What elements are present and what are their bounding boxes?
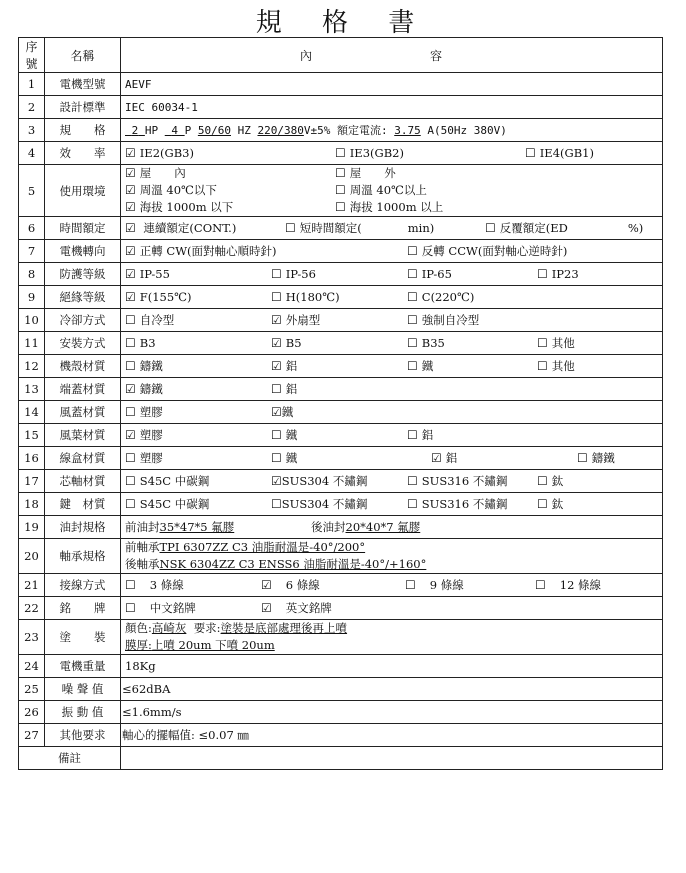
checkbox-checked[interactable]: ☑ (271, 313, 282, 327)
front-oil-seal: 35*47*5 氟膠 (159, 520, 235, 534)
key-material-options: ☐ S45C 中碳鋼 ☐SUS304 不鏽鋼 ☐ SUS316 不鏽鋼 ☐ 鈦 (121, 493, 663, 516)
row-no: 3 (19, 119, 45, 142)
row-no: 26 (19, 701, 45, 724)
row-name: 規 格 (45, 119, 121, 142)
table-row (19, 424, 663, 447)
table-row (19, 539, 663, 574)
table-row (19, 309, 663, 332)
table-row (19, 378, 663, 401)
endcover-material-options: ☑ 鑄鐵 ☐ 鋁 (121, 378, 663, 401)
table-row (19, 217, 663, 240)
document-title: 規 格 書 (255, 8, 431, 38)
row-name: 時間額定 (45, 217, 121, 240)
row-no: 24 (19, 655, 45, 678)
row-name: 風葉材質 (45, 424, 121, 447)
checkbox-checked[interactable]: ☑ (261, 578, 272, 592)
checkbox-checked[interactable]: ☑ (125, 267, 136, 281)
row-no: 2 (19, 96, 45, 119)
row-name: 軸承規格 (45, 539, 121, 574)
table-row (19, 286, 663, 309)
header-content: 內 容 (121, 38, 663, 73)
checkbox-unchecked[interactable]: ☐ (407, 428, 418, 442)
row-name: 使用環境 (45, 165, 121, 217)
hz-value: 50/60 (197, 124, 231, 137)
checkbox-unchecked[interactable]: ☐ (271, 451, 282, 465)
checkbox-unchecked[interactable]: ☐ (125, 474, 136, 488)
spec-value: 2 HP 4 P 50/60 HZ 220/380V±5% 額定電流: 3.75 A(50Hz 380V) (121, 119, 663, 142)
header-no: 序號 (19, 38, 45, 73)
efficiency-options: ☑ IE2(GB3) ☐ IE3(GB2) ☐ IE4(GB1) (121, 142, 663, 165)
row-name: 電機轉向 (45, 240, 121, 263)
table-row (19, 597, 663, 620)
table-row (19, 516, 663, 539)
checkbox-unchecked[interactable]: ☐ (535, 578, 546, 592)
fanblade-material-options: ☑ 塑膠 ☐ 鐵 ☐ 鋁 (121, 424, 663, 447)
row-name: 冷卻方式 (45, 309, 121, 332)
checkbox-checked[interactable]: ☑ (125, 146, 136, 160)
table-row (19, 355, 663, 378)
pole-value: 4 (171, 124, 178, 137)
row-no: 12 (19, 355, 45, 378)
checkbox-unchecked[interactable]: ☐ (407, 359, 418, 373)
housing-material-options: ☐ 鑄鐵 ☑ 鋁 ☐ 鐵 ☐ 其他 (121, 355, 663, 378)
checkbox-unchecked[interactable]: ☐ (125, 313, 136, 327)
row-no: 15 (19, 424, 45, 447)
checkbox-unchecked[interactable]: ☐ (125, 578, 136, 592)
checkbox-checked[interactable]: ☑ (125, 166, 136, 180)
remarks-field[interactable] (121, 747, 663, 770)
row-name: 電機型號 (45, 73, 121, 96)
table-row (19, 447, 663, 470)
row-name: 風蓋材質 (45, 401, 121, 424)
row-no: 8 (19, 263, 45, 286)
checkbox-unchecked[interactable]: ☐ (537, 474, 548, 488)
checkbox-unchecked[interactable]: ☐ (125, 336, 136, 350)
coating-value: 顏色:高崎灰 要求:塗裝是底部處理後再上噴 膜厚:上噴 20um 下噴 20um (121, 620, 663, 655)
checkbox-checked[interactable]: ☑ (125, 244, 136, 258)
checkbox-unchecked[interactable]: ☐ (525, 146, 536, 160)
checkbox-unchecked[interactable]: ☐ (407, 244, 418, 258)
checkbox-unchecked[interactable]: ☐ (407, 267, 418, 281)
rotation-options: ☑ 正轉 CW(面對軸心順時針) ☐ 反轉 CCW(面對軸心逆時針) (121, 240, 663, 263)
checkbox-unchecked[interactable]: ☐ (335, 183, 346, 197)
checkbox-unchecked[interactable]: ☐ (335, 166, 346, 180)
checkbox-unchecked[interactable]: ☐ (335, 146, 346, 160)
cooling-options: ☐ 自冷型 ☑ 外扇型 ☐ 強制自冷型 (121, 309, 663, 332)
row-no: 18 (19, 493, 45, 516)
checkbox-checked[interactable]: ☑ (125, 428, 136, 442)
table-row (19, 724, 663, 747)
row-name: 其他要求 (45, 724, 121, 747)
table-row (19, 332, 663, 355)
checkbox-checked[interactable]: ☑ (271, 474, 282, 488)
row-name: 機殼材質 (45, 355, 121, 378)
checkbox-unchecked[interactable]: ☐ (537, 359, 548, 373)
row-no: 21 (19, 574, 45, 597)
checkbox-unchecked[interactable]: ☐ (271, 497, 282, 511)
row-name: 電機重量 (45, 655, 121, 678)
vibration-value: ≤1.6mm/s (121, 701, 663, 724)
design-standard-value: IEC 60034-1 (121, 96, 663, 119)
row-name: 銘 牌 (45, 597, 121, 620)
checkbox-checked[interactable]: ☑ (261, 601, 272, 615)
table-row (19, 263, 663, 286)
row-no: 13 (19, 378, 45, 401)
row-no: 14 (19, 401, 45, 424)
checkbox-unchecked[interactable]: ☐ (125, 601, 136, 615)
row-no: 9 (19, 286, 45, 309)
checkbox-unchecked[interactable]: ☐ (537, 497, 548, 511)
front-bearing: TPI 6307ZZ C3 油脂耐溫是-40°/200° (159, 540, 366, 554)
checkbox-checked[interactable]: ☑ (125, 183, 136, 197)
row-name: 噪 聲 值 (45, 678, 121, 701)
checkbox-checked[interactable]: ☑ (125, 290, 136, 304)
checkbox-unchecked[interactable]: ☐ (335, 200, 346, 214)
checkbox-checked[interactable]: ☑ (271, 405, 282, 419)
fancover-material-options: ☐ 塑膠 ☑鐵 (121, 401, 663, 424)
checkbox-unchecked[interactable]: ☐ (407, 290, 418, 304)
checkbox-checked[interactable]: ☑ (431, 451, 442, 465)
row-no: 5 (19, 165, 45, 217)
table-row (19, 73, 663, 96)
table-row (19, 620, 663, 655)
bearing-value: 前軸承TPI 6307ZZ C3 油脂耐溫是-40°/200° 後軸承NSK 6304ZZ C3 ENSS6 油脂耐溫是-40°/+160° (121, 539, 663, 574)
row-name: 鍵 材質 (45, 493, 121, 516)
checkbox-checked[interactable]: ☑ (125, 382, 136, 396)
row-no: 27 (19, 724, 45, 747)
table-row (19, 96, 663, 119)
table-row (19, 240, 663, 263)
row-no: 7 (19, 240, 45, 263)
row-name: 效 率 (45, 142, 121, 165)
hp-value: 2 (131, 124, 139, 137)
wiring-options: ☐ 3 條線 ☑ 6 條線 ☐ 9 條線 ☐ 12 條線 (121, 574, 663, 597)
weight-value: 18Kg (121, 655, 663, 678)
row-no: 19 (19, 516, 45, 539)
table-row (19, 470, 663, 493)
mounting-options: ☐ B3 ☑ B5 ☐ B35 ☐ 其他 (121, 332, 663, 355)
checkbox-unchecked[interactable]: ☐ (537, 267, 548, 281)
table-row (19, 655, 663, 678)
row-no: 23 (19, 620, 45, 655)
insulation-options: ☑ F(155℃) ☐ H(180℃) ☐ C(220℃) (121, 286, 663, 309)
shaft-material-options: ☐ S45C 中碳鋼 ☑SUS304 不鏽鋼 ☐ SUS316 不鏽鋼 ☐ 鈦 (121, 470, 663, 493)
row-name: 絕緣等級 (45, 286, 121, 309)
row-no: 11 (19, 332, 45, 355)
table-row (19, 701, 663, 724)
time-rating-options: ☑ 連續額定(CONT.) ☐ 短時間額定( min) ☐ 反覆額定(ED %) (121, 217, 663, 240)
environment-options: ☑ 屋 內 ☐ 屋 外 ☑ 周溫 40℃以下 ☐ 周溫 40℃以上 ☑ 海拔 1000m 以下 ☐ 海拔 1000m 以上 (121, 165, 663, 217)
row-no: 6 (19, 217, 45, 240)
row-name: 塗 裝 (45, 620, 121, 655)
row-no: 4 (19, 142, 45, 165)
table-row (19, 119, 663, 142)
row-name: 防護等級 (45, 263, 121, 286)
row-no: 1 (19, 73, 45, 96)
nameplate-options: ☐ 中文銘牌 ☑ 英文銘牌 (121, 597, 663, 620)
checkbox-unchecked[interactable]: ☐ (485, 221, 496, 235)
table-row (19, 142, 663, 165)
checkbox-unchecked[interactable]: ☐ (407, 336, 418, 350)
checkbox-unchecked[interactable]: ☐ (405, 578, 416, 592)
checkbox-unchecked[interactable]: ☐ (125, 359, 136, 373)
rear-oil-seal: 20*40*7 氟膠 (345, 520, 421, 534)
checkbox-unchecked[interactable]: ☐ (271, 382, 282, 396)
table-row (19, 165, 663, 217)
checkbox-unchecked[interactable]: ☐ (271, 267, 282, 281)
checkbox-checked[interactable]: ☑ (271, 359, 282, 373)
voltage-value: 220/380 (257, 124, 304, 137)
row-no: 16 (19, 447, 45, 470)
checkbox-unchecked[interactable]: ☐ (125, 405, 136, 419)
row-no: 10 (19, 309, 45, 332)
protection-options: ☑ IP-55 ☐ IP-56 ☐ IP-65 ☐ IP23 (121, 263, 663, 286)
checkbox-unchecked[interactable]: ☐ (537, 336, 548, 350)
table-row (19, 678, 663, 701)
oil-seal-value: 前油封35*47*5 氟膠 後油封20*40*7 氟膠 (121, 516, 663, 539)
checkbox-unchecked[interactable]: ☐ (271, 290, 282, 304)
row-name: 安裝方式 (45, 332, 121, 355)
checkbox-unchecked[interactable]: ☐ (285, 221, 296, 235)
row-name: 振 動 值 (45, 701, 121, 724)
checkbox-unchecked[interactable]: ☐ (125, 497, 136, 511)
row-no: 20 (19, 539, 45, 574)
row-no: 22 (19, 597, 45, 620)
row-name: 接線方式 (45, 574, 121, 597)
table-row (19, 401, 663, 424)
remarks-row (19, 747, 663, 770)
checkbox-checked[interactable]: ☑ (125, 221, 136, 235)
checkbox-unchecked[interactable]: ☐ (577, 451, 588, 465)
row-name: 油封規格 (45, 516, 121, 539)
rear-bearing: NSK 6304ZZ C3 ENSS6 油脂耐溫是-40°/+160° (159, 557, 427, 571)
checkbox-unchecked[interactable]: ☐ (407, 497, 418, 511)
remarks-label: 備註 (19, 747, 121, 770)
checkbox-unchecked[interactable]: ☐ (125, 451, 136, 465)
row-name: 芯軸材質 (45, 470, 121, 493)
row-no: 17 (19, 470, 45, 493)
other-requirements-value: 軸心的擺幅值: ≤0.07 ㎜ (121, 724, 663, 747)
terminalbox-material-options: ☐ 塑膠 ☐ 鐵 ☑ 鋁 ☐ 鑄鐵 (121, 447, 663, 470)
current-value: 3.75 (394, 124, 421, 137)
checkbox-checked[interactable]: ☑ (271, 336, 282, 350)
checkbox-checked[interactable]: ☑ (125, 200, 136, 214)
header-row (19, 38, 663, 73)
motor-model-value: AEVF (121, 73, 663, 96)
table-row (19, 493, 663, 516)
row-name: 端蓋材質 (45, 378, 121, 401)
row-no: 25 (19, 678, 45, 701)
row-name: 線盒材質 (45, 447, 121, 470)
checkbox-unchecked[interactable]: ☐ (407, 474, 418, 488)
coating-color: 高崎灰 (151, 621, 187, 635)
coating-thickness: 上噴 20um 下噴 20um (151, 638, 275, 652)
table-row (19, 574, 663, 597)
spec-table (18, 37, 663, 770)
coating-requirement: 塗裝是底部處理後再上噴 (220, 621, 348, 635)
checkbox-unchecked[interactable]: ☐ (407, 313, 418, 327)
header-name: 名稱 (45, 38, 121, 73)
noise-value: ≤62dBA (121, 678, 663, 701)
row-name: 設計標準 (45, 96, 121, 119)
checkbox-unchecked[interactable]: ☐ (271, 428, 282, 442)
